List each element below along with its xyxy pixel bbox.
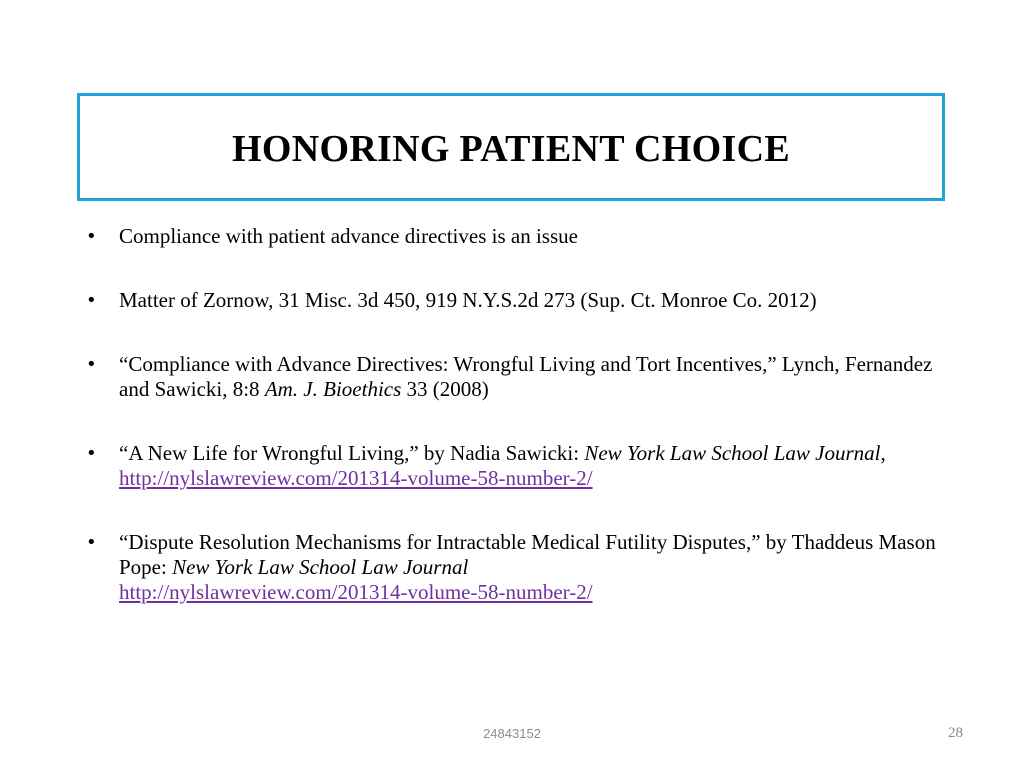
separator: , (880, 441, 886, 465)
slide-title: HONORING PATIENT CHOICE (232, 128, 790, 170)
bullet-item-pope-article (86, 530, 946, 605)
citation-tail: 33 (2008) (401, 377, 489, 401)
bullet-text: “A New Life for Wrongful Living,” by Nadia Sawicki: (119, 441, 585, 465)
bullet-icon: • (86, 354, 97, 375)
bullet-item-lynch-article (86, 352, 946, 402)
footer-id: 24843152 (483, 726, 541, 741)
bullet-item-zornow (86, 288, 946, 313)
journal-link[interactable]: http://nylslawreview.com/201314-volume-58-number-2/ (119, 466, 593, 490)
journal-name: New York Law School Law Journal (584, 441, 881, 465)
journal-name: New York Law School Law Journal (172, 555, 469, 579)
bullet-icon: • (86, 532, 97, 553)
title-box (77, 93, 945, 201)
bullet-item-compliance (86, 224, 946, 249)
bullet-icon: • (86, 443, 97, 464)
page-number: 28 (948, 725, 963, 741)
bullet-icon: • (86, 290, 97, 311)
bullet-text: “Dispute Resolution Mechanisms for Intractable Medical Futility Disputes,” by Thaddeus Mason Pope: (119, 530, 936, 579)
bullet-icon: • (86, 226, 97, 247)
bullet-text: Compliance with patient advance directives is an issue (119, 224, 578, 248)
bullet-list (86, 224, 946, 644)
bullet-text: Matter of Zornow, 31 Misc. 3d 450, 919 N.Y.S.2d 273 (Sup. Ct. Monroe Co. 2012) (119, 288, 817, 312)
bullet-item-sawicki-article (86, 441, 946, 491)
journal-name: Am. J. Bioethics (264, 377, 402, 401)
bullet-text: “Compliance with Advance Directives: Wrongful Living and Tort Incentives,” Lynch, Fernandez and Sawicki, 8:8 (119, 352, 933, 401)
journal-link[interactable]: http://nylslawreview.com/201314-volume-58-number-2/ (119, 580, 593, 604)
